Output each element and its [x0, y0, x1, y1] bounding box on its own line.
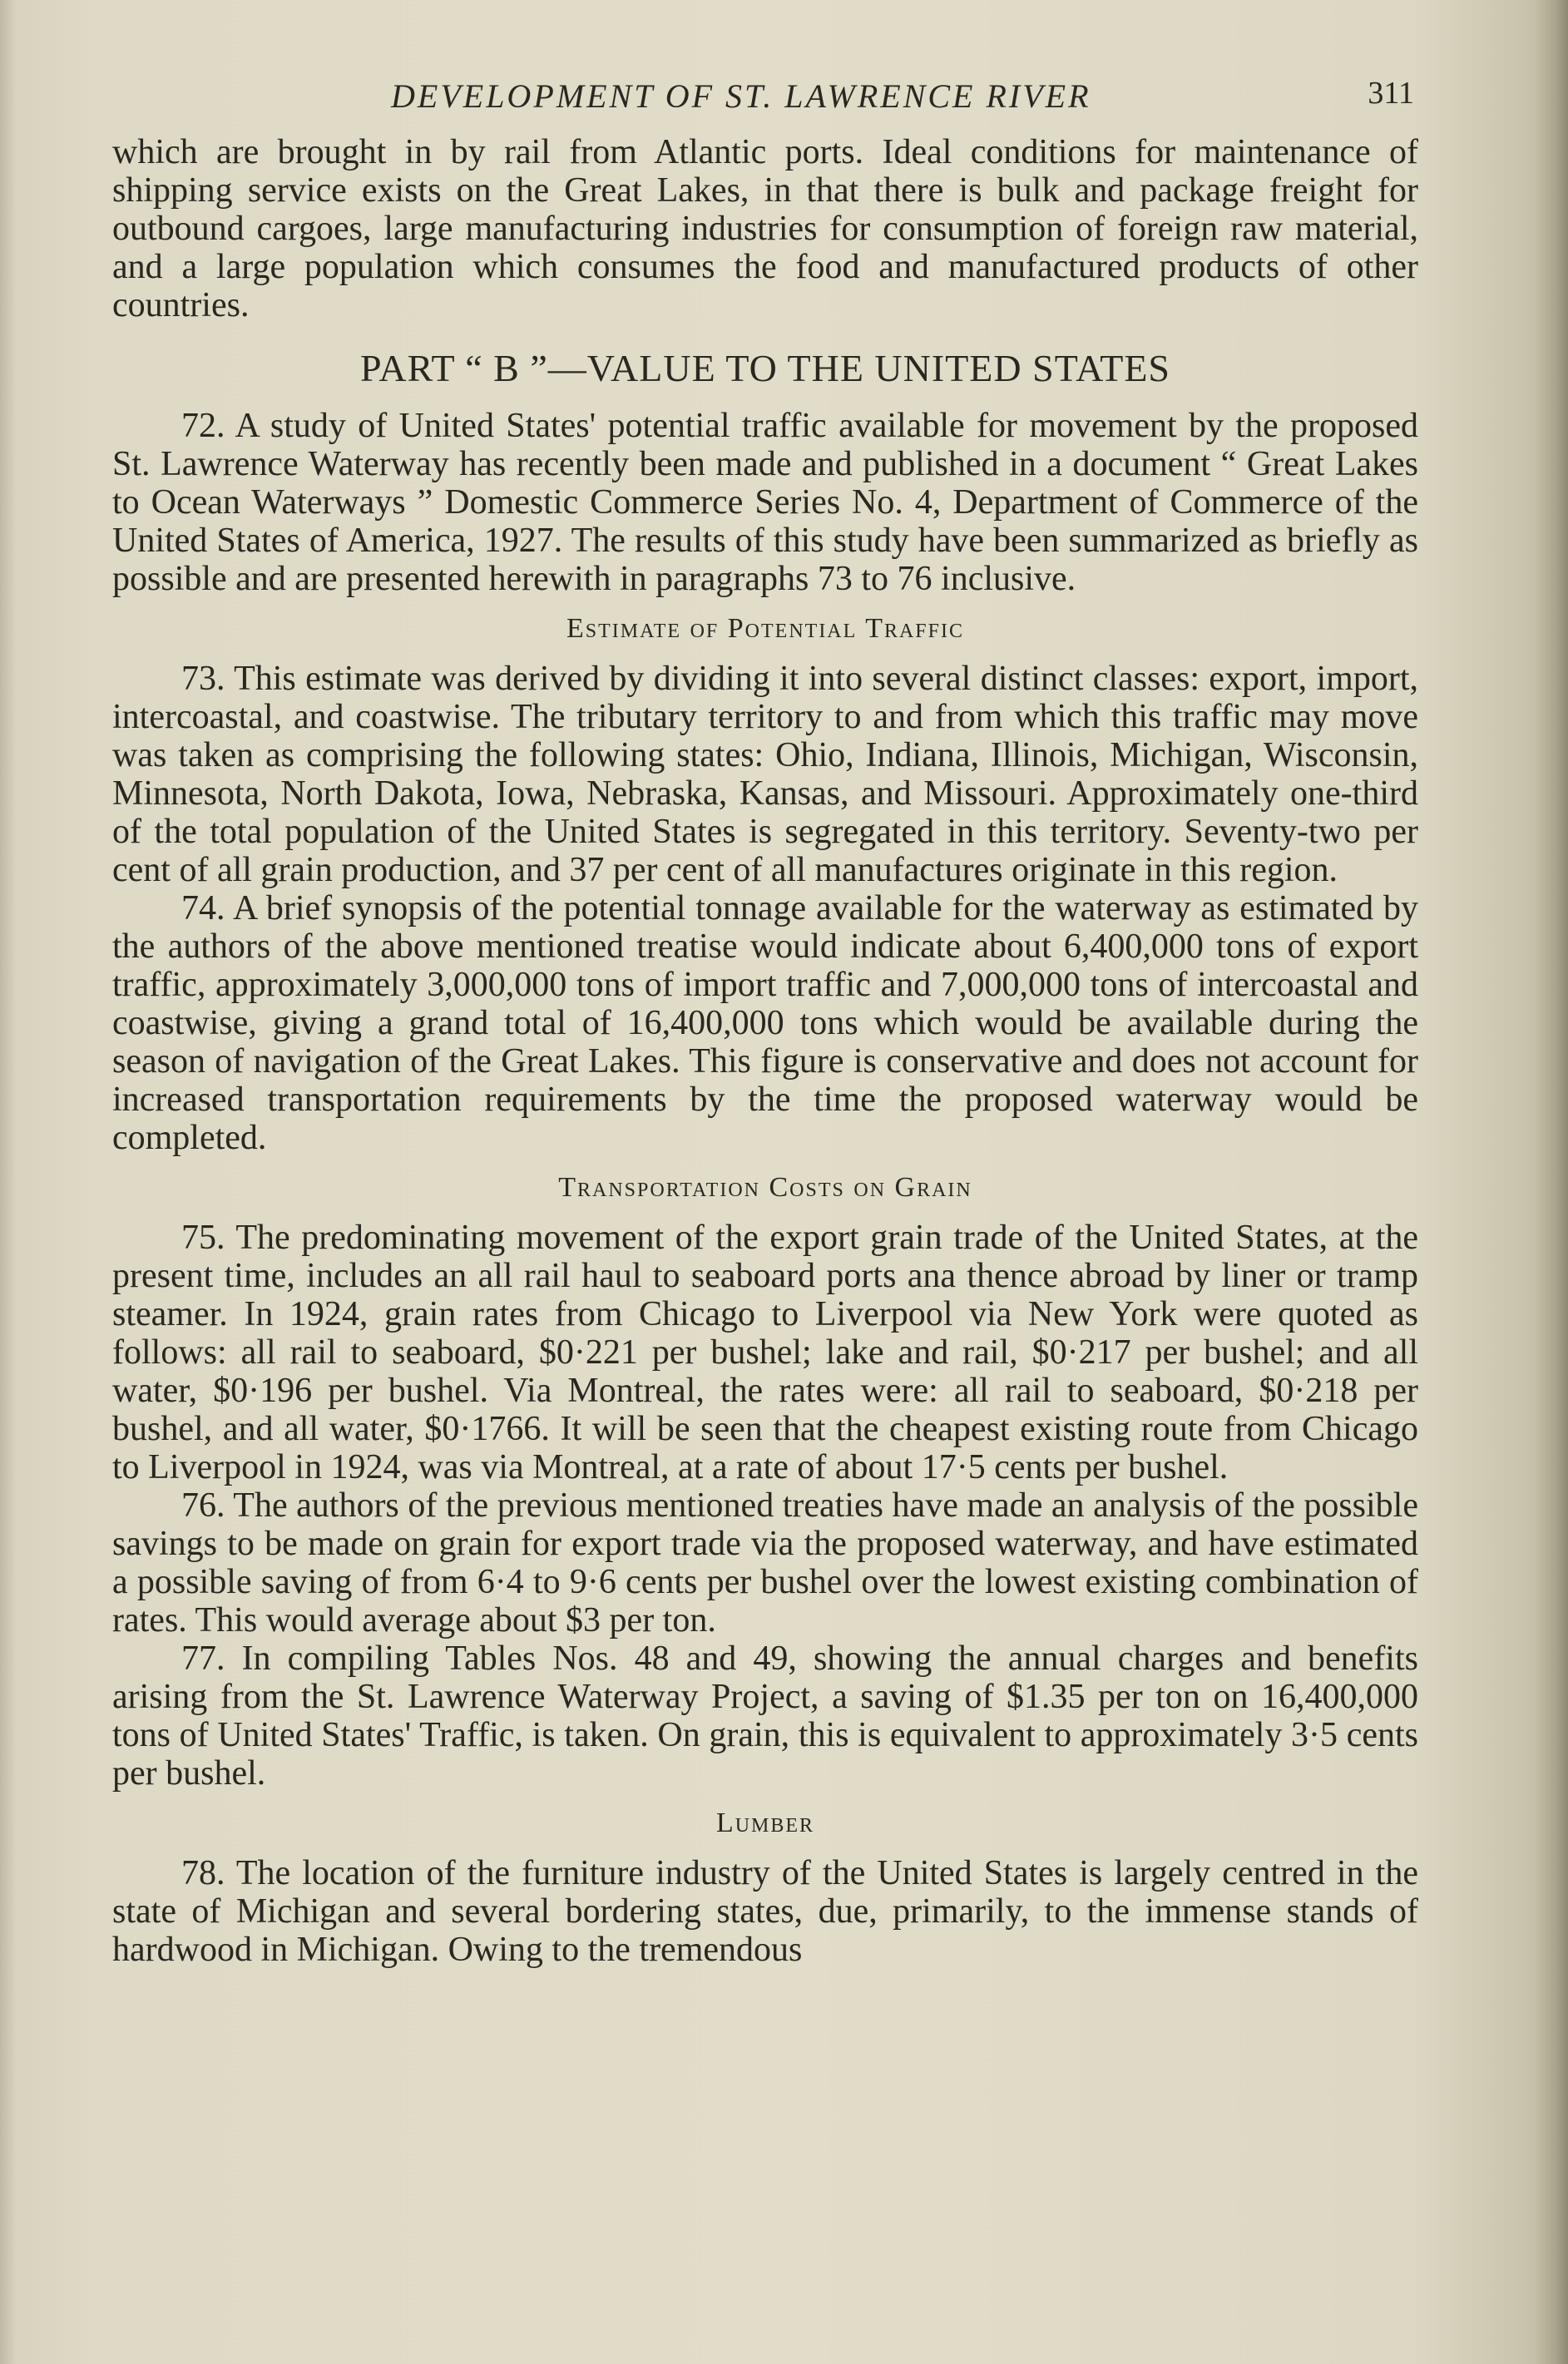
paragraph-77: 77. In compiling Tables Nos. 48 and 49, showing the annual charges and benefits arising from the St. Lawrence Waterway Project, a saving of $1.35 per ton on 16,400,000 tons of United States' Traffic, is taken. On grain, this is equivalent to approximately 3·5 cents per bushel. — [112, 1639, 1418, 1793]
paragraph-74: 74. A brief synopsis of the potential tonnage available for the waterway as estimated by the authors of the above mentioned treatise would indicate about 6,400,000 tons of export traffic, approximately 3,000,000 tons of import traffic and 7,000,000 tons of intercoastal and coastwise, giving a grand total of 16,400,000 tons which would be available during the season of navigation of the Great Lakes. This figure is conservative and does not account for increased transportation requirements by the time the proposed waterway would be completed. — [112, 889, 1418, 1157]
estimate-heading: Estimate of Potential Traffic — [566, 613, 964, 644]
running-title: DEVELOPMENT OF ST. LAWRENCE RIVER — [391, 77, 1091, 115]
paragraph-intro: which are brought in by rail from Atlantic ports. Ideal conditions for maintenance of shipping service exists on the Great Lakes, in that there is bulk and package freight for outbound cargoes, large manufacturing industries for consumption of foreign raw material, and a large population which consumes the food and manufactured products of other countries. — [112, 133, 1418, 324]
running-head — [112, 67, 1418, 133]
part-b-heading: PART “ B ”—VALUE TO THE UNITED STATES — [359, 347, 1171, 389]
transportation-heading: Transportation Costs on Grain — [558, 1172, 972, 1203]
paragraph-75: 75. The predominating movement of the export grain trade of the United States, at the present time, includes an all rail haul to seaboard ports ana thence abroad by liner or tramp steamer. In 1924, grain rates from Chicago to Liverpool via New York were quoted as follows: all rail to seaboard, $0·221 per bushel; lake and rail, $0·217 per bushel; and all water, $0·196 per bushel. Via Montreal, the rates were: all rail to seaboard, $0·218 per bushel, and all water, $0·1766. It will be seen that the cheapest existing route from Chicago to Liverpool in 1924, was via Montreal, at a rate of about 17·5 cents per bushel. — [112, 1219, 1418, 1486]
lumber-heading: Lumber — [715, 1808, 815, 1838]
page-content — [112, 67, 1418, 1969]
paragraph-78: 78. The location of the furniture industry of the United States is largely centred in the state of Michigan and several bordering states, due, primarily, to the immense stands of hardwood in Michigan. Owing to the tremendous — [112, 1854, 1418, 1969]
paragraph-73: 73. This estimate was derived by dividing it into several distinct classes: export, import, intercoastal, and coastwise. The tributary territory to and from which this traffic may move was taken as comprising the following states: Ohio, Indiana, Illinois, Michigan, Wisconsin, Minnesota, North Dakota, Iowa, Nebraska, Kansas, and Missouri. Approximately one-third of the total population of the United States is segregated in this territory. Seventy-two per cent of all grain production, and 37 per cent of all manufactures originate in this region. — [112, 660, 1418, 889]
page-number: 311 — [1368, 76, 1414, 111]
paragraph-76: 76. The authors of the previous mentioned treaties have made an analysis of the possible savings to be made on grain for export trade via the proposed waterway, and have estimated a possible saving of from 6·4 to 9·6 cents per bushel over the lowest existing combination of rates. This would average about $3 per ton. — [112, 1486, 1418, 1639]
paragraph-72: 72. A study of United States' potential traffic available for movement by the proposed St. Lawrence Waterway has recently been made and published in a document “ Great Lakes to Ocean Waterways ” Domestic Commerce Series No. 4, Department of Commerce of the United States of America, 1927. The results of this study have been summarized as briefly as possible and are presented herewith in paragraphs 73 to 76 inclusive. — [112, 407, 1418, 598]
page-left-edge-shadow — [0, 0, 15, 2364]
book-spine-shadow — [1536, 0, 1568, 2364]
